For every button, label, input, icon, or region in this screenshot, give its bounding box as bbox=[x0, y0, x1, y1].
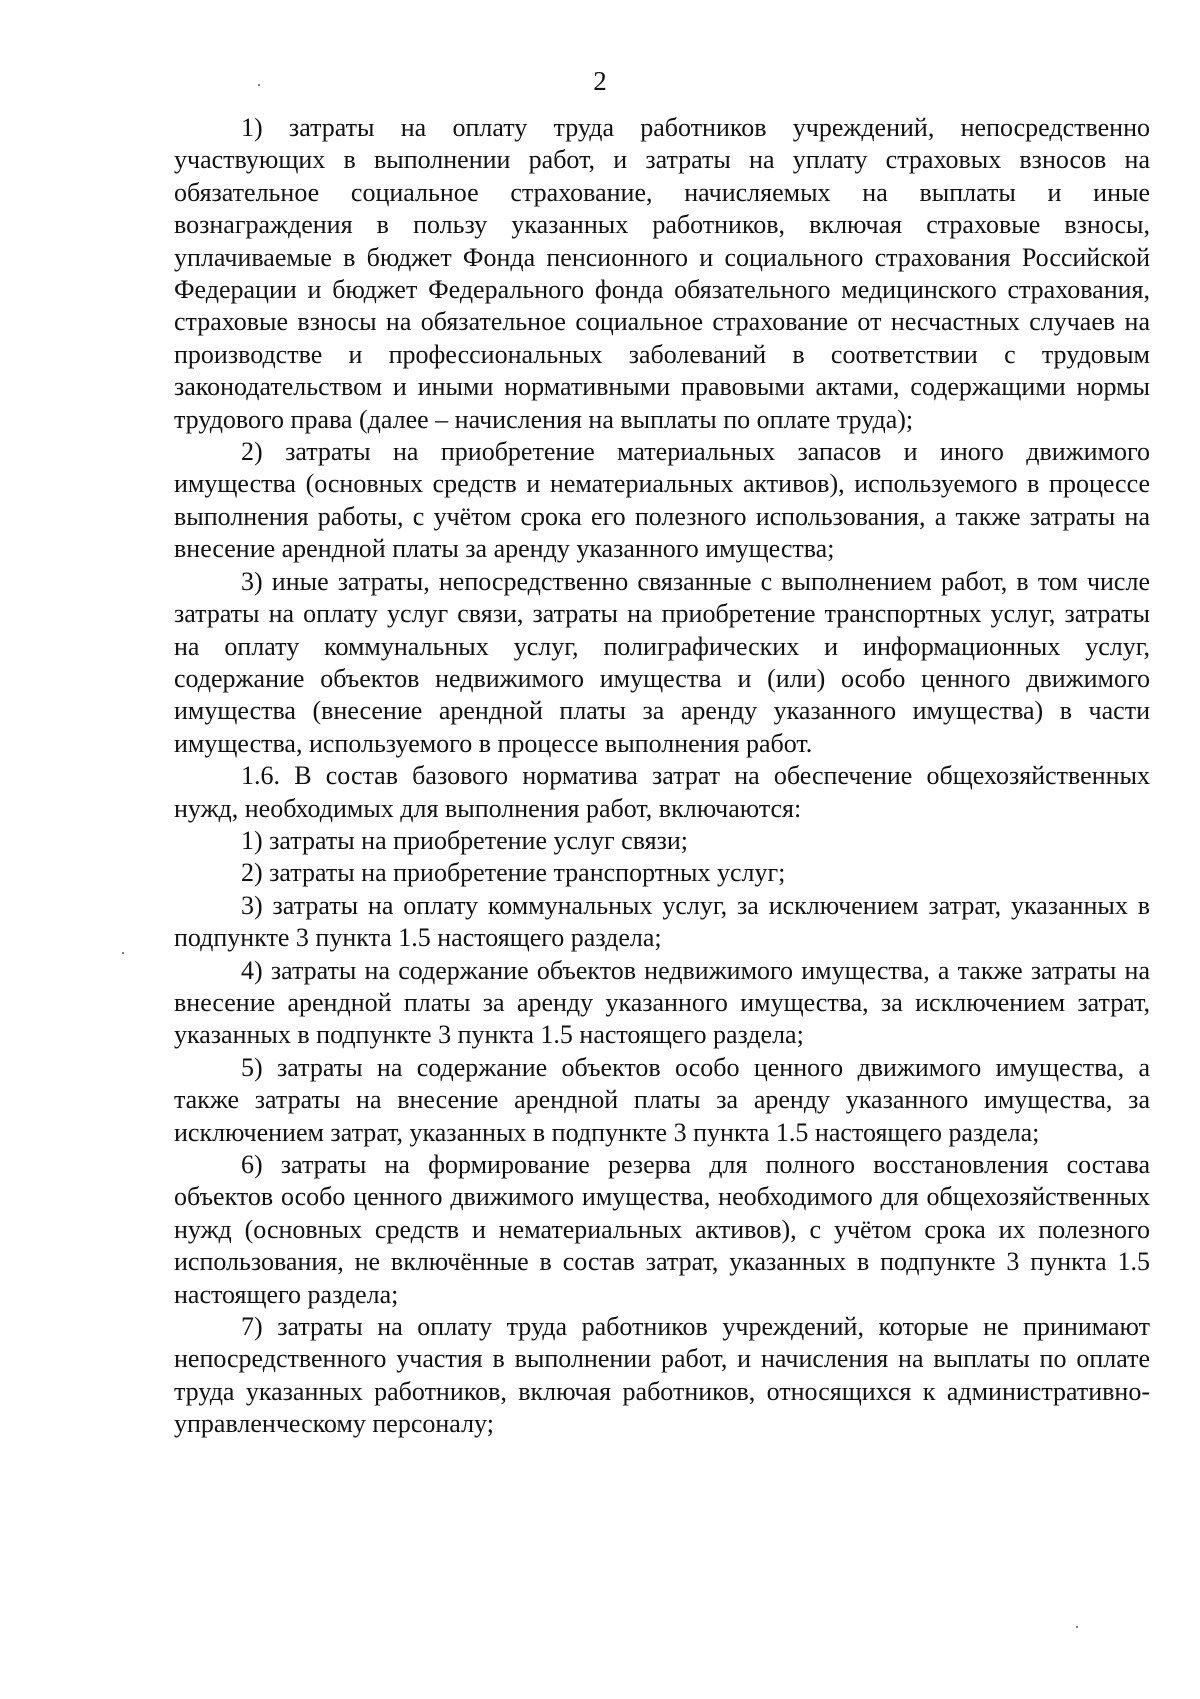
paragraph-1-6-general-needs: 1.6. В состав базового норматива затрат на обеспечение общехозяйственных нужд, необходимых для выполнения работ, включаются: bbox=[174, 761, 1150, 823]
paragraph-1-3-other-costs: 3) иные затраты, непосредственно связанные с выполнением работ, в том числе затраты на оплату услуг связи, затраты на приобретение транспортных услуг, затраты на оплату коммунальных услуг, полиграфических и информационных услуг, содержание объектов недвижимого имущества и (или) особо ценного движимого имущества (внесение арендной платы за аренду указанного имущества) в части имущества, используемого в процессе выполнения работ. bbox=[174, 566, 1150, 758]
page-number: 2 bbox=[593, 66, 607, 96]
document-body bbox=[174, 112, 1150, 1441]
scan-speck bbox=[1076, 1626, 1078, 1628]
paragraph-2-4-real-estate: 4) затраты на содержание объектов недвижимого имущества, а также затраты на внесение арендной платы за аренду указанного имущества, за исключением затрат, указанных в подпункте 3 пункта 1.5 настоящего раздела; bbox=[174, 955, 1150, 1050]
paragraph-1-1-labor-costs: 1) затраты на оплату труда работников учреждений, непосредственно участвующих в выполнении работ, и затраты на уплату страховых взносов на обязательное социальное страхование, начисляемых на выплаты и иные вознаграждения в пользу указанных работников, включая страховые взносы, уплачиваемые в бюджет Фонда пенсионного и социального страхования Российской Федерации и бюджет Федерального фонда обязательного медицинского страхования, страховые взносы на обязательное социальное страхование от несчастных случаев на производстве и профессиональных заболеваний в соответствии с трудовым законодательством и иными нормативными правовыми актами, содержащими нормы трудового права (далее – начисления на выплаты по оплате труда); bbox=[174, 113, 1150, 434]
paragraph-2-1-communication: 1) затраты на приобретение услуг связи; bbox=[241, 825, 689, 855]
scan-speck bbox=[122, 952, 124, 954]
scan-speck bbox=[258, 84, 260, 86]
paragraph-2-6-reserve: 6) затраты на формирование резерва для полного восстановления состава объектов особо ценного движимого имущества, необходимого для общехозяйственных нужд (основных средств и нематериальных активов), с учётом срока их полезного использования, не включённые в состав затрат, указанных в подпункте 3 пункта 1.5 настоящего раздела; bbox=[174, 1150, 1150, 1309]
paragraph-2-2-transport: 2) затраты на приобретение транспортных услуг; bbox=[241, 858, 786, 888]
paragraph-2-3-utilities: 3) затраты на оплату коммунальных услуг, за исключением затрат, указанных в подпункте 3 пункта 1.5 настоящего раздела; bbox=[174, 890, 1150, 953]
paragraph-2-7-admin-staff: 7) затраты на оплату труда работников учреждений, которые не принимают непосредственного участия в выполнении работ, и начисления на выплаты по оплате труда указанных работников, включая работников, относящихся к административно-управленческому персоналу; bbox=[174, 1312, 1150, 1439]
paragraph-2-5-movable-property: 5) затраты на содержание объектов особо ценного движимого имущества, а также затраты на внесение арендной платы за аренду указанного имущества, за исключением затрат, указанных в подпункте 3 пункта 1.5 настоящего раздела; bbox=[174, 1052, 1150, 1147]
paragraph-1-2-material-costs: 2) затраты на приобретение материальных запасов и иного движимого имущества (основных средств и нематериальных активов), используемого в процессе выполнения работы, с учётом срока его полезного использования, а также затраты на внесение арендной платы за аренду указанного имущества; bbox=[174, 437, 1150, 564]
